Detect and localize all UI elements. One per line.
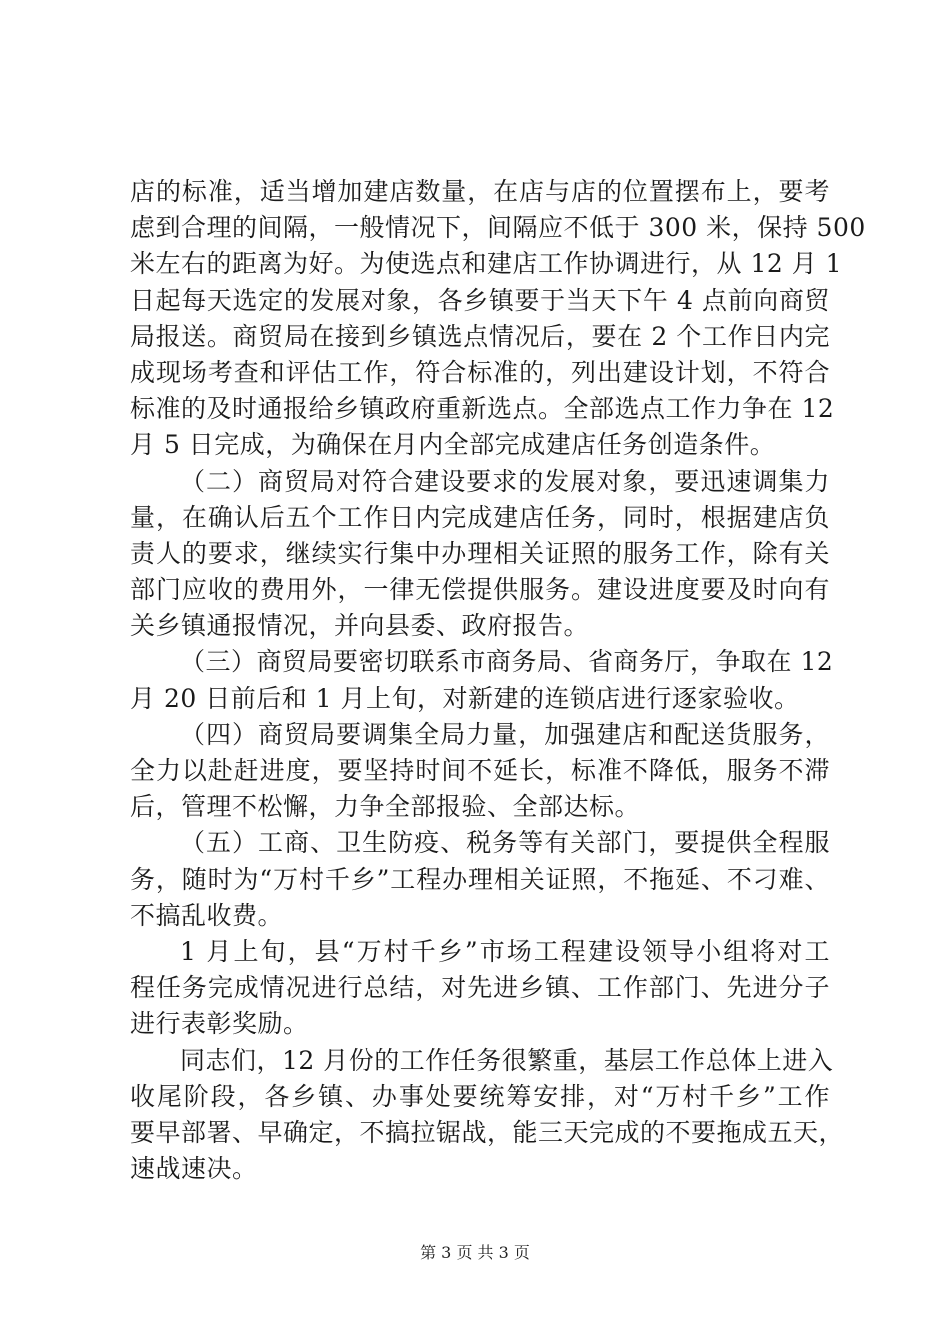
- document-body: [130, 174, 866, 1187]
- text-line: 店的标准，适当增加建店数量，在店与店的位置摆布上，要考: [130, 177, 830, 206]
- text-line: 1 月上旬，县“万村千乡”市场工程建设领导小组将对工: [180, 936, 830, 966]
- text-line: 责人的要求，继续实行集中办理相关证照的服务工作，除有关: [130, 538, 830, 568]
- text-line: 日起每天选定的发展对象，各乡镇要于当天下午 4 点前向商贸: [130, 285, 830, 315]
- text-line: 速战速决。: [130, 1154, 258, 1184]
- text-line: 务，随时为“万村千乡”工程办理相关证照，不拖延、不刁难、: [130, 864, 830, 894]
- text-line: （二）商贸局对符合建设要求的发展对象，要迅速调集力: [180, 466, 830, 496]
- text-line: 量，在确认后五个工作日内完成建店任务，同时，根据建店负: [130, 502, 830, 532]
- text-line: 标准的及时通报给乡镇政府重新选点。全部选点工作力争在 12: [130, 394, 835, 424]
- text-line: 要早部署、早确定，不搞拉锯战，能三天完成的不要拖成五天，: [130, 1117, 845, 1147]
- text-line: 收尾阶段，各乡镇、办事处要统筹安排，对“万村千乡”工作: [130, 1081, 830, 1111]
- text-line: 不搞乱收费。: [130, 900, 284, 930]
- text-line: 进行表彰奖励。: [130, 1009, 309, 1039]
- text-line: 米左右的距离为好。为使选点和建店工作协调进行，从 12 月 1: [130, 249, 843, 279]
- text-line: 程任务完成情况进行总结，对先进乡镇、工作部门、先进分子: [130, 973, 830, 1003]
- text-line: 局报送。商贸局在接到乡镇选点情况后，要在 2 个工作日内完: [130, 321, 830, 351]
- text-line: 成现场考查和评估工作，符合标准的，列出建设计划，不符合: [130, 357, 830, 387]
- text-line: 全力以赴赶进度，要坚持时间不延长，标准不降低，服务不滞: [130, 756, 830, 785]
- text-line: 关乡镇通报情况，并向县委、政府报告。: [130, 611, 590, 641]
- text-line: 月 20 日前后和 1 月上旬，对新建的连锁店进行逐家验收。: [130, 683, 800, 713]
- text-line: 部门应收的费用外，一律无偿提供服务。建设进度要及时向有: [130, 575, 830, 605]
- text-line: 虑到合理的间隔，一般情况下，间隔应不低于 300 米，保持 500: [130, 213, 866, 243]
- text-line: （三）商贸局要密切联系市商务局、省商务厅，争取在 12: [180, 647, 834, 677]
- text-line: 同志们，12 月份的工作任务很繁重，基层工作总体上进入: [180, 1045, 834, 1075]
- text-line: 月 5 日完成，为确保在月内全部完成建店任务创造条件。: [130, 430, 776, 460]
- page-footer: 第 3 页 共 3 页: [420, 1243, 530, 1262]
- text-line: （四）商贸局要调集全局力量，加强建店和配送货服务，: [180, 719, 830, 749]
- text-line: （五）工商、卫生防疫、税务等有关部门，要提供全程服: [180, 828, 830, 858]
- text-line: 后，管理不松懈，力争全部报验、全部达标。: [130, 792, 641, 822]
